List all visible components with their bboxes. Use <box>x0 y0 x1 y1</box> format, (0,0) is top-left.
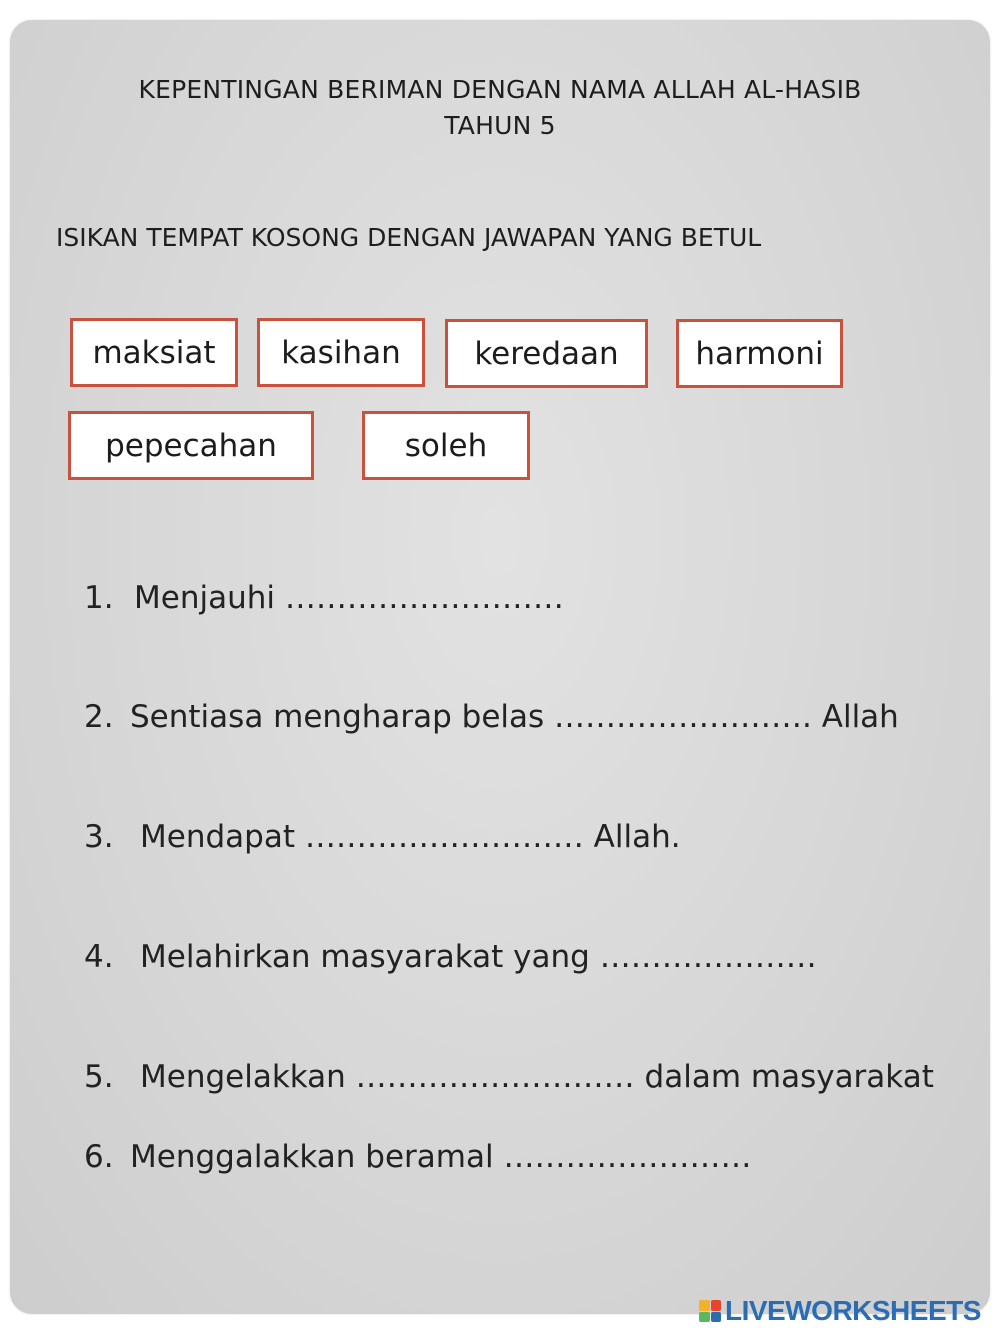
question-text: Mengelakkan ……………………… dalam masyarakat <box>140 1059 934 1095</box>
question-6 <box>84 1139 751 1175</box>
logo-text: LIVEWORKSHEETS <box>725 1295 981 1326</box>
worksheet-page <box>10 20 990 1314</box>
question-text: Menjauhi ……………………… <box>134 580 564 616</box>
word-chip-harmoni[interactable]: harmoni <box>676 319 843 388</box>
question-number: 3. <box>84 819 114 855</box>
liveworksheets-logo <box>699 1296 981 1326</box>
question-5 <box>84 1059 934 1095</box>
liveworksheets-logo-icon <box>699 1300 721 1322</box>
question-number: 4. <box>84 939 114 975</box>
question-number: 2. <box>84 699 114 735</box>
question-3 <box>84 819 681 855</box>
word-chip-maksiat[interactable]: maksiat <box>70 318 238 387</box>
question-4 <box>84 939 817 975</box>
word-chip-pepecahan[interactable]: pepecahan <box>68 411 314 480</box>
question-text: Melahirkan masyarakat yang ………………… <box>140 939 817 975</box>
word-chip-soleh[interactable]: soleh <box>362 411 530 480</box>
question-text: Menggalakkan beramal …………………… <box>130 1139 752 1175</box>
question-number: 6. <box>84 1139 114 1175</box>
question-text: Sentiasa mengharap belas ……………………. Allah <box>130 699 899 735</box>
question-number: 5. <box>84 1059 114 1095</box>
question-text: Mendapat ……………………… Allah. <box>140 819 681 855</box>
worksheet-title: KEPENTINGAN BERIMAN DENGAN NAMA ALLAH AL-HASIB <box>138 75 862 104</box>
word-chip-kasihan[interactable]: kasihan <box>257 318 425 387</box>
question-2 <box>84 699 899 735</box>
question-1 <box>84 580 564 616</box>
instruction-text: ISIKAN TEMPAT KOSONG DENGAN JAWAPAN YANG BETUL <box>56 223 762 252</box>
question-number: 1. <box>84 580 114 616</box>
word-chip-keredaan[interactable]: keredaan <box>445 319 648 388</box>
worksheet-subtitle: TAHUN 5 <box>444 111 556 140</box>
